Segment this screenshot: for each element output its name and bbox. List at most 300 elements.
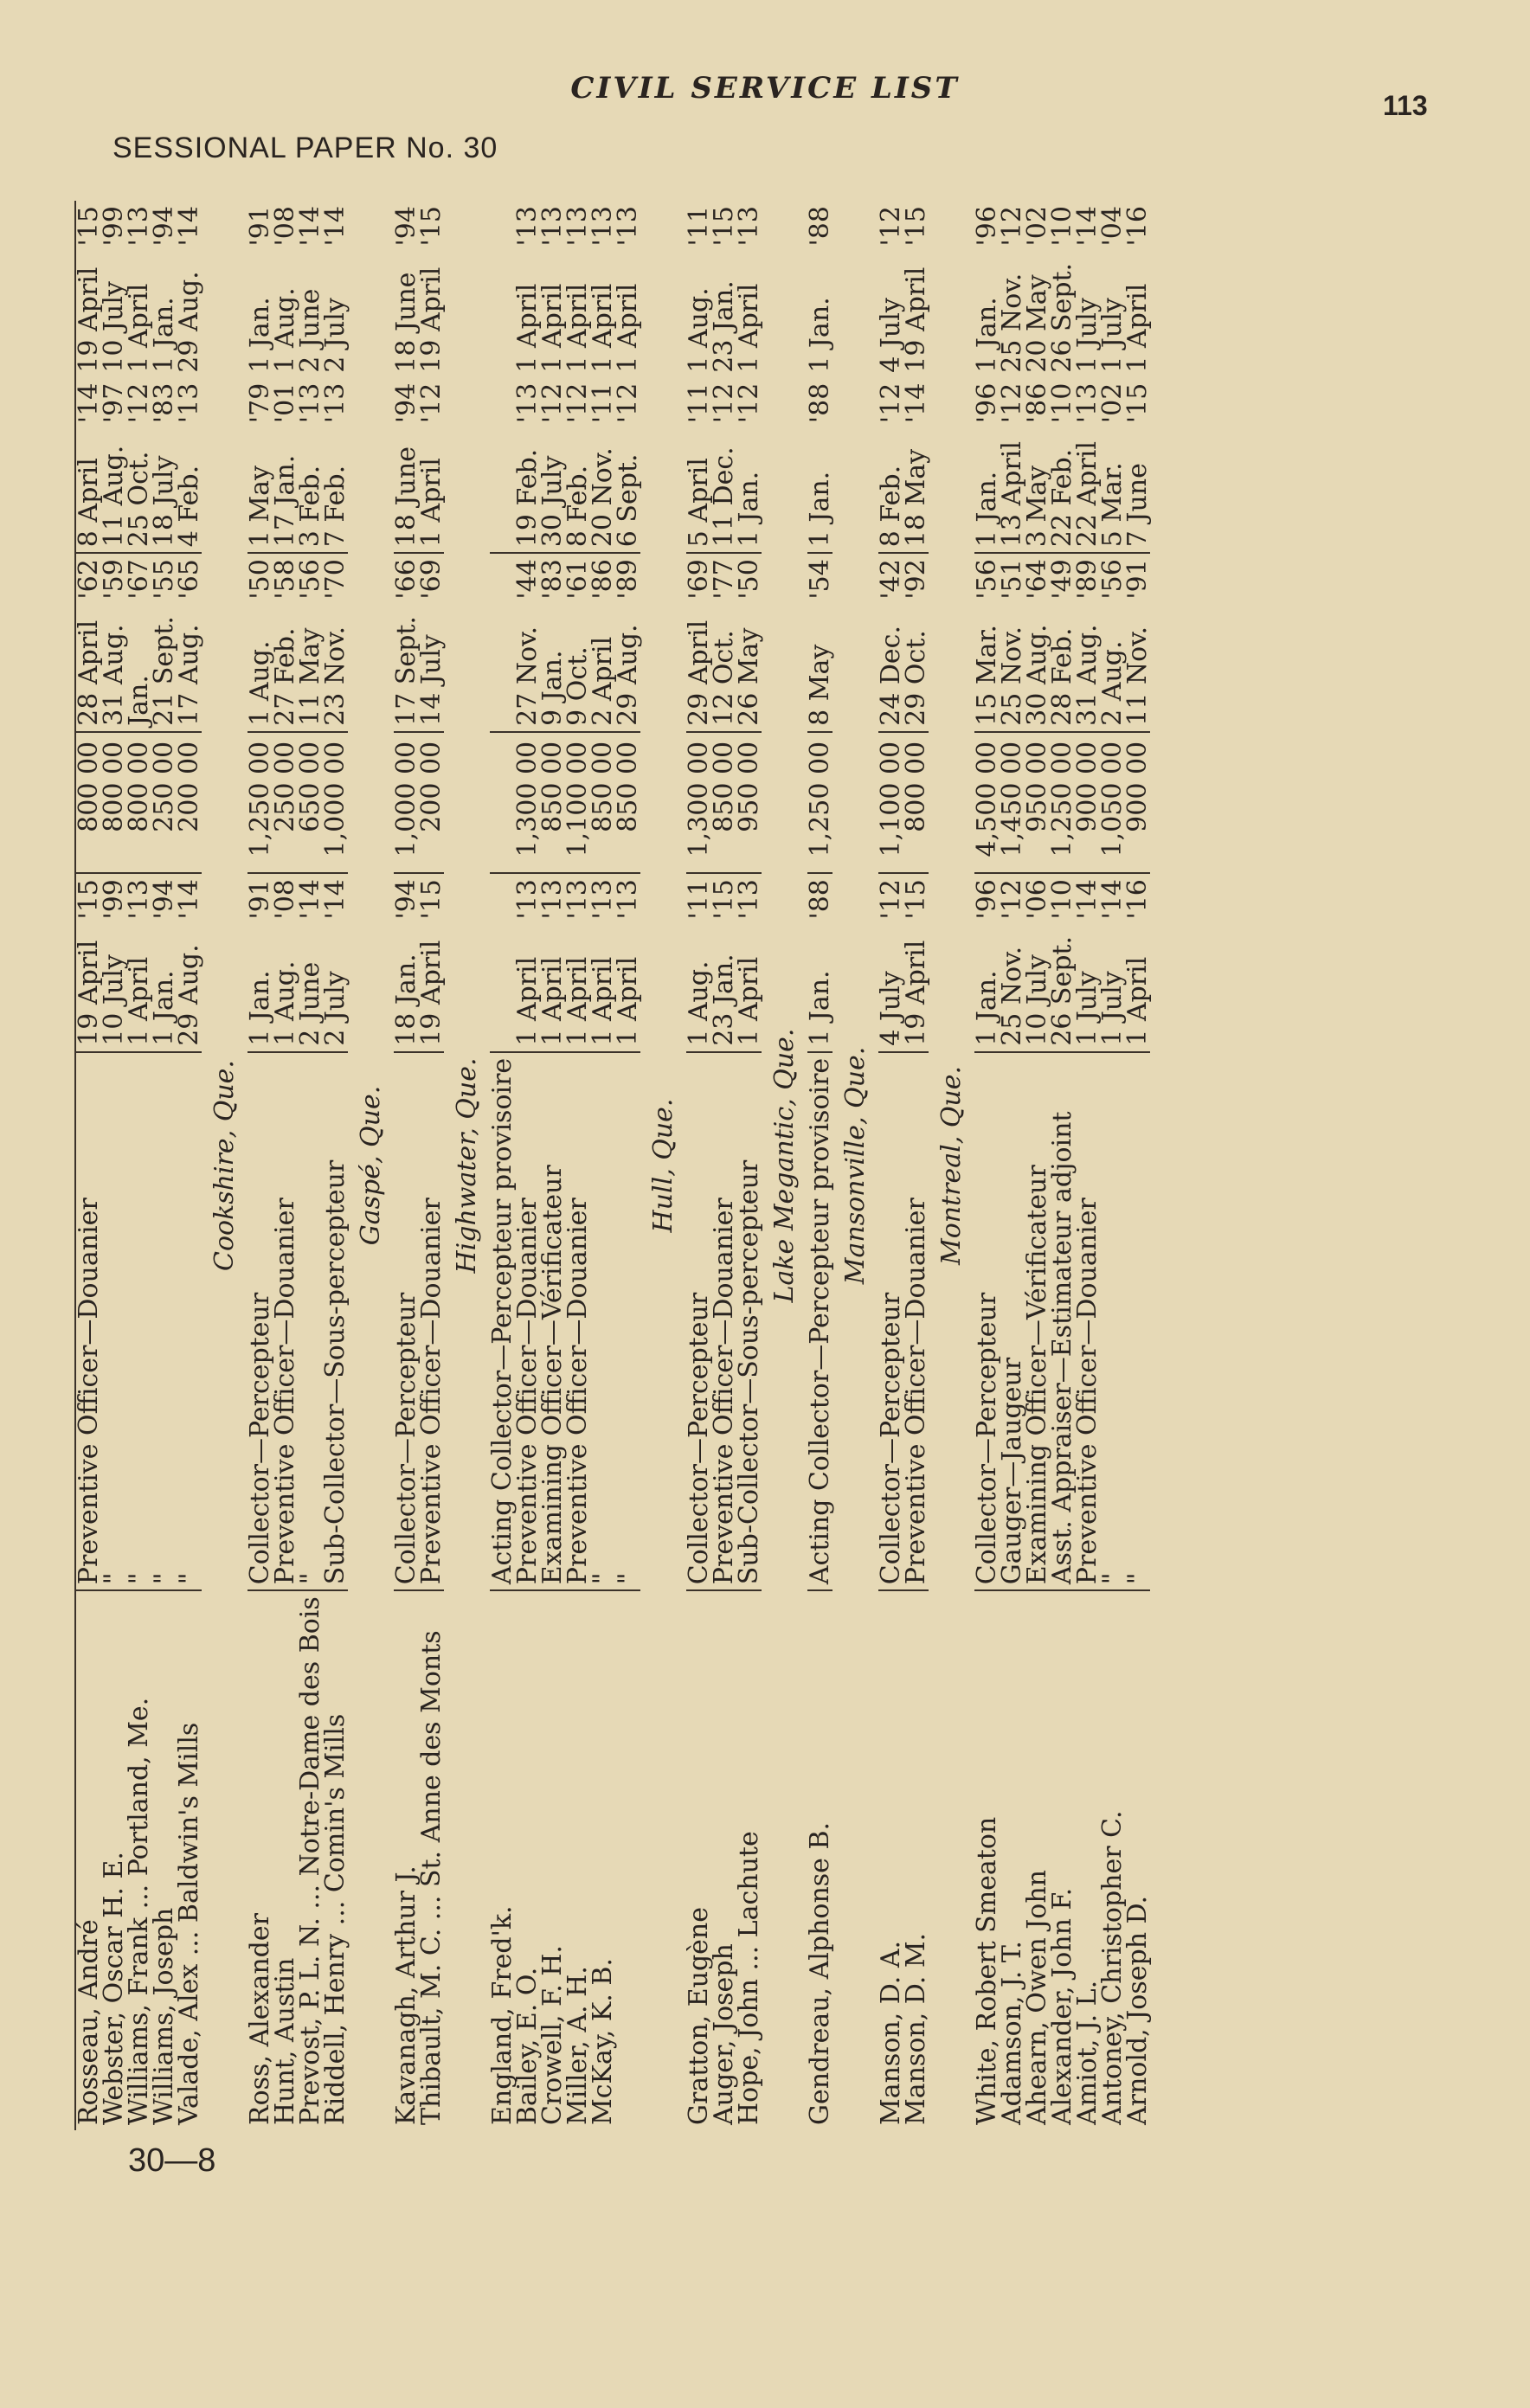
first-appointment-year: '12: [537, 382, 568, 424]
salary: [490, 732, 515, 873]
staff-table: [74, 201, 1153, 2130]
salary: 4,500 00: [974, 732, 1000, 873]
birth-year: '89: [613, 559, 643, 600]
first-appointment-date: 18 July: [151, 428, 177, 553]
birth-year: '56: [295, 559, 325, 600]
salary: 1,100 00: [565, 732, 590, 873]
occupation: Sub-Collector—Sous-percepteur: [323, 1052, 348, 1590]
employee-name: Manson, D. M.: [901, 1932, 931, 2125]
table-row: [974, 201, 1000, 2130]
employee-name: Hope, John ... Lachute: [734, 1831, 764, 2125]
present-grade-year: '91: [245, 206, 275, 247]
occupation: Collector—Percepteur: [974, 1052, 1000, 1590]
first-appointment-year: '94: [391, 382, 421, 424]
birth-year: '54: [805, 559, 835, 600]
salary: 950 00: [1025, 732, 1050, 873]
first-appointment-date: 8 Feb.: [565, 428, 590, 553]
birth-date: 26 May: [736, 605, 762, 732]
salary: 250 00: [273, 732, 298, 873]
present-grade-year: '14: [174, 206, 204, 247]
first-appointment-date: 1 Jan.: [807, 428, 832, 553]
first-appointment-year: '88: [805, 382, 835, 424]
appointment-year: '13: [537, 879, 568, 920]
appointment-date: 1 April: [565, 925, 590, 1052]
first-appointment-year: '02: [1097, 382, 1128, 424]
first-appointment-year: '13: [512, 382, 543, 424]
first-appointment-date: 11 Aug.: [101, 428, 126, 553]
first-appointment-year: '15: [1122, 382, 1153, 424]
appointment-year: '12: [997, 879, 1027, 920]
first-appointment-date: 1 Jan.: [736, 428, 762, 553]
employee-name: Hunt, Austin: [270, 1957, 300, 2125]
present-grade-date: [490, 251, 515, 377]
appointment-year: '16: [1122, 879, 1153, 920]
appointment-date: 29 Aug.: [177, 925, 202, 1052]
salary: 900 00: [1125, 732, 1150, 873]
first-appointment-year: '11: [684, 382, 714, 424]
present-grade-year: '13: [512, 206, 543, 247]
present-grade-date: 18 June: [391, 272, 421, 373]
appointment-year: '91: [245, 879, 275, 920]
occupation: ": [298, 1052, 323, 1590]
first-appointment-date: 1 Jan.: [974, 428, 1000, 553]
appointment-year: '15: [75, 873, 101, 924]
first-appointment-year: '86: [1022, 382, 1052, 424]
present-grade-year: '94: [391, 206, 421, 247]
salary: 1,000 00: [394, 732, 419, 873]
table-row: [515, 201, 540, 2130]
appointment-date: 2 June: [298, 925, 323, 1052]
birth-year: '65: [174, 559, 204, 600]
first-appointment-year: '13: [174, 382, 204, 424]
first-appointment-date: 17 Jan.: [273, 428, 298, 553]
salary: 850 00: [711, 732, 736, 873]
present-grade-date: 19 April: [416, 266, 447, 373]
table-row: [807, 201, 832, 2130]
present-grade-date: 1 April: [124, 283, 154, 373]
appointment-date: 1 July: [1100, 925, 1125, 1052]
first-appointment-date: 3 May: [1025, 428, 1050, 553]
present-grade-date: 1 April: [512, 283, 543, 373]
appointment-date: 1 July: [1075, 925, 1100, 1052]
employee-name: Arnold, Joseph D.: [1122, 1895, 1153, 2125]
appointment-date: 10 July: [1025, 925, 1050, 1052]
birth-year: '49: [1047, 559, 1077, 600]
occupation: Collector—Percepteur: [686, 1052, 711, 1590]
first-appointment-year: '14: [901, 382, 931, 424]
employee-name: [615, 1590, 640, 2130]
table-row: [686, 201, 711, 2130]
table-row: [298, 201, 323, 2130]
present-grade-date: 10 July: [99, 281, 129, 373]
birth-year: '42: [876, 559, 906, 600]
present-grade-year: '13: [124, 206, 154, 247]
salary: 1,100 00: [878, 732, 903, 873]
first-appointment-date: 11 Dec.: [711, 428, 736, 553]
birth-year: '89: [1072, 559, 1102, 600]
employee-name: Crowell, F. H.: [537, 1945, 568, 2125]
occupation: ": [590, 1052, 615, 1590]
location-heading: [348, 201, 394, 2130]
first-appointment-year: '01: [270, 382, 300, 424]
appointment-date: 18 Jan.: [394, 925, 419, 1052]
salary: 1,250 00: [1050, 732, 1075, 873]
appointment-year: '96: [972, 879, 1002, 920]
appointment-year: '14: [1072, 879, 1102, 920]
occupation: ": [126, 1052, 151, 1590]
salary: 1,250 00: [248, 732, 273, 873]
appointment-year: '14: [1097, 879, 1128, 920]
present-grade-year: '96: [972, 206, 1002, 247]
birth-year: '62: [75, 553, 101, 604]
first-appointment-year: '12: [997, 382, 1027, 424]
location-heading: [202, 201, 248, 2130]
birth-year: '50: [734, 559, 764, 600]
table-row: [273, 201, 298, 2130]
birth-year: '69: [684, 559, 714, 600]
first-appointment-year: '12: [709, 382, 739, 424]
birth-year: '44: [512, 559, 543, 600]
location-name: Hull, Que.: [648, 1098, 678, 1233]
birth-date: 14 July: [419, 605, 444, 732]
table-row: [490, 201, 515, 2130]
present-grade-date: 2 July: [320, 298, 350, 373]
salary: 250 00: [151, 732, 177, 873]
employee-name: Williams, Frank ... Portland, Me.: [124, 1697, 154, 2125]
birth-date: 29 April: [686, 605, 711, 732]
present-grade-date: 23 Jan.: [709, 280, 739, 373]
location-heading: [929, 201, 974, 2130]
staff-table-rotated: [74, 201, 1403, 2130]
salary: 800 00: [75, 732, 101, 873]
present-grade-year: '94: [149, 206, 179, 247]
birth-year: '77: [709, 559, 739, 600]
appointment-year: '14: [174, 879, 204, 920]
appointment-date: 1 Jan.: [248, 925, 273, 1052]
appointment-year: '94: [391, 879, 421, 920]
table-row: [878, 201, 903, 2130]
appointment-date: 1 April: [126, 925, 151, 1052]
birth-date: 9 Jan.: [540, 605, 565, 732]
employee-name: Prevost, P. L. N. ... Notre-Dame des Bois: [295, 1596, 325, 2125]
appointment-date: 10 July: [101, 925, 126, 1052]
occupation: Preventive Officer—Douanier: [419, 1052, 444, 1590]
location-heading: [444, 201, 490, 2130]
employee-name: Williams, Joseph: [149, 1907, 179, 2125]
first-appointment-date: 5 Mar.: [1100, 428, 1125, 553]
occupation: ": [177, 1052, 202, 1590]
appointment-date: 1 Aug.: [686, 925, 711, 1052]
appointment-year: '06: [1022, 879, 1052, 920]
first-appointment-year: [490, 378, 515, 428]
appointment-year: '15: [709, 879, 739, 920]
present-grade-year: '15: [416, 206, 447, 247]
present-grade-date: 1 April: [734, 283, 764, 373]
appointment-date: 1 Jan.: [974, 925, 1000, 1052]
appointment-date: 1 Aug.: [273, 925, 298, 1052]
birth-date: 15 Mar.: [974, 605, 1000, 732]
present-grade-year: '15: [901, 206, 931, 247]
appointment-date: 23 Jan.: [711, 925, 736, 1052]
present-grade-year: '12: [997, 206, 1027, 247]
occupation: Examining Officer—Vérificateur: [540, 1052, 565, 1590]
employee-name: Amiot, J. L.: [1072, 1980, 1102, 2125]
birth-date: 21 Sept.: [151, 605, 177, 732]
running-title: CIVIL SERVICE LIST: [570, 71, 960, 106]
first-appointment-year: '79: [245, 382, 275, 424]
appointment-year: [490, 873, 515, 924]
appointment-date: 4 July: [878, 925, 903, 1052]
location-name: Highwater, Que.: [452, 1057, 482, 1274]
first-appointment-date: 20 Nov.: [590, 428, 615, 553]
first-appointment-year: '12: [124, 382, 154, 424]
appointment-date: 1 Jan.: [807, 925, 832, 1052]
birth-date: 31 Aug.: [1075, 605, 1100, 732]
table-row: [75, 201, 101, 2130]
present-grade-year: '88: [805, 206, 835, 247]
table-row: [1050, 201, 1075, 2130]
appointment-year: '08: [270, 879, 300, 920]
present-grade-date: 1 July: [1072, 298, 1102, 373]
occupation: Preventive Officer—Douanier: [565, 1052, 590, 1590]
first-appointment-date: 19 Feb.: [515, 428, 540, 553]
employee-name: Ahearn, Owen John: [1022, 1870, 1052, 2125]
first-appointment-year: '14: [75, 378, 101, 428]
occupation: Acting Collector—Percepteur provisoire: [807, 1052, 832, 1590]
first-appointment-year: '13: [1072, 382, 1102, 424]
birth-year: '55: [149, 559, 179, 600]
present-grade-year: '02: [1022, 206, 1052, 247]
present-grade-year: '16: [1122, 206, 1153, 247]
birth-date: 1 Aug.: [248, 605, 273, 732]
first-appointment-date: 22 Feb.: [1050, 428, 1075, 553]
salary: 850 00: [615, 732, 640, 873]
birth-year: '58: [270, 559, 300, 600]
appointment-date: [490, 925, 515, 1052]
salary: 800 00: [126, 732, 151, 873]
appointment-date: 1 April: [1125, 925, 1150, 1052]
salary: 1,050 00: [1100, 732, 1125, 873]
salary: 1,250 00: [807, 732, 832, 873]
appointment-year: '15: [901, 879, 931, 920]
appointment-date: 1 Jan.: [151, 925, 177, 1052]
birth-year: '91: [1122, 559, 1153, 600]
appointment-date: 19 April: [75, 925, 101, 1052]
occupation: ": [1125, 1052, 1150, 1590]
employee-name: Adamson, J. T.: [997, 1941, 1027, 2125]
table-row: [1100, 201, 1125, 2130]
appointment-year: '14: [295, 879, 325, 920]
birth-year: '61: [562, 559, 593, 600]
occupation: ": [615, 1052, 640, 1590]
salary: 650 00: [298, 732, 323, 873]
sessional-paper-heading: SESSIONAL PAPER No. 30: [112, 132, 498, 164]
occupation: Examining Officer—Vérificateur: [1025, 1052, 1050, 1590]
first-appointment-date: 13 April: [1000, 428, 1025, 553]
location-name: Montreal, Que.: [936, 1066, 967, 1266]
present-grade-date: 1 Jan.: [972, 297, 1002, 373]
employee-name: Ross, Alexander: [245, 1913, 275, 2125]
birth-date: 17 Aug.: [177, 605, 202, 732]
salary: 950 00: [736, 732, 762, 873]
employee-name: White, Robert Smeaton: [972, 1816, 1002, 2125]
first-appointment-date: 30 July: [540, 428, 565, 553]
location-heading: [640, 201, 686, 2130]
present-grade-year: '14: [295, 206, 325, 247]
occupation: Acting Collector—Percepteur provisoire: [490, 1052, 515, 1590]
present-grade-year: '10: [1047, 206, 1077, 247]
appointment-date: 19 April: [903, 925, 929, 1052]
appointment-date: 2 July: [323, 925, 348, 1052]
present-grade-date: 19 April: [75, 251, 101, 377]
first-appointment-date: 7 June: [1125, 428, 1150, 553]
table-row: [736, 201, 762, 2130]
employee-name: Gendreau, Alphonse B.: [805, 1821, 835, 2125]
salary: 200 00: [177, 732, 202, 873]
employee-name: Auger, Joseph: [709, 1943, 739, 2125]
birth-date: 30 Aug.: [1025, 605, 1050, 732]
employee-name: Antoney, Christopher C.: [1097, 1810, 1128, 2125]
first-appointment-year: '13: [320, 382, 350, 424]
employee-name: Valade, Alex ... Baldwin's Mills: [174, 1722, 204, 2125]
birth-date: 9 Oct.: [565, 605, 590, 732]
first-appointment-year: '12: [734, 382, 764, 424]
birth-year: '56: [1097, 559, 1128, 600]
appointment-date: 1 April: [515, 925, 540, 1052]
table-row: [540, 201, 565, 2130]
occupation: Preventive Officer—Douanier: [1075, 1052, 1100, 1590]
table-row: [565, 201, 590, 2130]
present-grade-date: 20 May: [1022, 274, 1052, 373]
first-appointment-year: '10: [1047, 382, 1077, 424]
present-grade-date: 1 April: [588, 283, 618, 373]
appointment-year: '14: [320, 879, 350, 920]
present-grade-date: 2 June: [295, 288, 325, 373]
staff-table-body: [74, 201, 1153, 2130]
first-appointment-date: 22 April: [1075, 428, 1100, 553]
present-grade-date: 1 July: [1097, 298, 1128, 373]
first-appointment-year: '12: [613, 382, 643, 424]
table-row: [1000, 201, 1025, 2130]
employee-name: Alexander, John F.: [1047, 1887, 1077, 2125]
appointment-year: '13: [562, 879, 593, 920]
table-row: [248, 201, 273, 2130]
first-appointment-date: 5 April: [686, 428, 711, 553]
table-row: [590, 201, 615, 2130]
present-grade-year: '99: [99, 206, 129, 247]
present-grade-year: '15: [75, 201, 101, 251]
birth-date: 28 Feb.: [1050, 605, 1075, 732]
first-appointment-year: '13: [295, 382, 325, 424]
present-grade-date: 1 April: [537, 283, 568, 373]
occupation: Preventive Officer—Douanier: [903, 1052, 929, 1590]
table-row: [394, 201, 419, 2130]
appointment-date: 25 Nov.: [1000, 925, 1025, 1052]
employee-name: McKay, K. B.: [588, 1958, 618, 2125]
employee-name: Webster, Oscar H. E.: [99, 1852, 129, 2125]
first-appointment-date: 18 June: [394, 428, 419, 553]
occupation: Collector—Percepteur: [394, 1052, 419, 1590]
present-grade-year: '12: [876, 206, 906, 247]
present-grade-date: 29 Aug.: [174, 271, 204, 373]
salary: 850 00: [540, 732, 565, 873]
occupation: Gauger—Jaugeur: [1000, 1052, 1025, 1590]
birth-year: '59: [99, 559, 129, 600]
table-row: [615, 201, 640, 2130]
salary: 800 00: [101, 732, 126, 873]
present-grade-year: '11: [684, 206, 714, 247]
table-row: [323, 201, 348, 2130]
birth-year: '51: [997, 559, 1027, 600]
appointment-year: '13: [734, 879, 764, 920]
present-grade-year: '13: [734, 206, 764, 247]
employee-name: Kavanagh, Arthur J.: [391, 1865, 421, 2125]
salary: 1,000 00: [323, 732, 348, 873]
folio-mark: 30—8: [128, 2142, 216, 2179]
appointment-year: '10: [1047, 879, 1077, 920]
appointment-year: '13: [588, 879, 618, 920]
present-grade-date: 1 April: [1122, 283, 1153, 373]
birth-date: 12 Oct.: [711, 605, 736, 732]
present-grade-year: '08: [270, 206, 300, 247]
occupation: Collector—Percepteur: [248, 1052, 273, 1590]
first-appointment-date: 7 Feb.: [323, 428, 348, 553]
birth-year: '56: [972, 559, 1002, 600]
first-appointment-date: 8 Feb.: [878, 428, 903, 553]
location-heading: [762, 201, 807, 2130]
present-grade-year: '15: [709, 206, 739, 247]
appointment-year: '11: [684, 879, 714, 920]
employee-name: Gratton, Eugène: [684, 1906, 714, 2125]
first-appointment-year: '12: [876, 382, 906, 424]
first-appointment-date: 8 April: [75, 428, 101, 553]
occupation: Sub-Collector—Sous-percepteur: [736, 1052, 762, 1590]
present-grade-date: 1 Aug.: [270, 287, 300, 373]
employee-name: Bailey, E. O.: [512, 1967, 543, 2125]
employee-name: Rosseau, André: [75, 1590, 101, 2130]
salary: 1,300 00: [515, 732, 540, 873]
occupation: Preventive Officer—Douanier: [75, 1052, 101, 1590]
salary: 800 00: [903, 732, 929, 873]
birth-date: 29 Oct.: [903, 605, 929, 732]
present-grade-year: '14: [1072, 206, 1102, 247]
first-appointment-date: 1 May: [248, 428, 273, 553]
appointment-year: '13: [613, 879, 643, 920]
first-appointment-date: [490, 428, 515, 553]
first-appointment-year: '97: [99, 382, 129, 424]
occupation: ": [1100, 1052, 1125, 1590]
present-grade-date: 1 Jan.: [805, 297, 835, 373]
first-appointment-year: '12: [416, 382, 447, 424]
birth-date: 25 Nov.: [1000, 605, 1025, 732]
present-grade-year: '13: [588, 206, 618, 247]
appointment-year: '12: [876, 879, 906, 920]
birth-date: 31 Aug.: [101, 605, 126, 732]
page-number: 113: [1383, 90, 1428, 121]
appointment-date: 26 Sept.: [1050, 925, 1075, 1052]
present-grade-year: [490, 201, 515, 251]
present-grade-date: 26 Sept.: [1047, 262, 1077, 373]
first-appointment-date: 1 April: [419, 428, 444, 553]
occupation: Preventive Officer—Douanier: [273, 1052, 298, 1590]
salary: 200 00: [419, 732, 444, 873]
table-row: [1075, 201, 1100, 2130]
birth-date: 17 Sept.: [394, 605, 419, 732]
birth-year: '67: [124, 559, 154, 600]
first-appointment-year: '11: [588, 382, 618, 424]
present-grade-date: 1 Jan.: [245, 297, 275, 373]
table-row: [903, 201, 929, 2130]
